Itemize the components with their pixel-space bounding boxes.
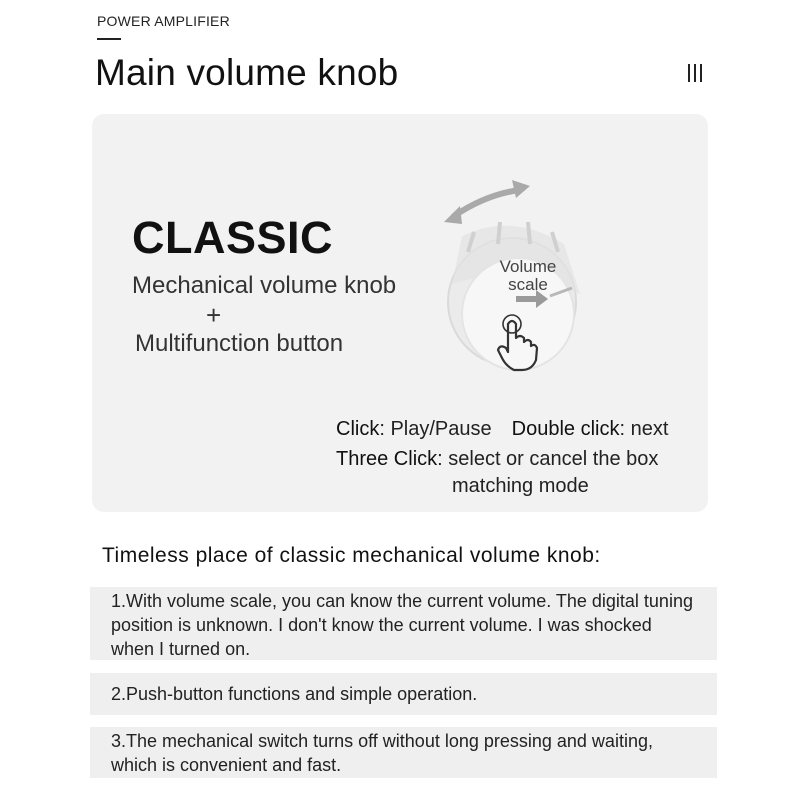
three-click-value-continued: matching mode: [452, 475, 589, 497]
three-click-key: Three Click: [336, 448, 438, 470]
knob-label-scale: scale: [508, 275, 548, 294]
double-click-key: Double click: [511, 418, 620, 440]
knob-body: [448, 222, 580, 370]
hero-heading: CLASSIC: [132, 212, 334, 263]
instruction-row-click: [336, 414, 668, 444]
rotate-arrow-icon: [444, 180, 530, 224]
menu-icon[interactable]: [688, 64, 708, 84]
eyebrow-label: POWER AMPLIFIER: [97, 13, 230, 29]
knob-illustration: [432, 174, 602, 374]
double-click-value: : next: [619, 418, 669, 440]
feature-item: 2.Push-button functions and simple operation.: [90, 673, 717, 715]
eyebrow-rule: [97, 38, 121, 40]
click-key: Click: [336, 418, 380, 440]
three-click-value: : select or cancel the box: [437, 448, 659, 470]
page-title: Main volume knob: [95, 52, 399, 93]
features-title: Timeless place of classic mechanical volume knob:: [102, 544, 601, 567]
feature-item: 3.The mechanical switch turns off without long pressing and waiting, which is convenient and fast.: [90, 727, 717, 778]
feature-item: 1.With volume scale, you can know the current volume. The digital tuning position is unknown. I don't know the current volume. I was shocked when I turned on.: [90, 587, 717, 660]
instruction-row-three-click: [336, 444, 668, 474]
hero-plus: +: [206, 300, 222, 330]
click-value: : Play/Pause: [379, 418, 492, 440]
knob-label-volume: Volume: [499, 257, 557, 276]
instructions: [336, 414, 668, 498]
hero-line-knob: Mechanical volume knob: [132, 272, 397, 299]
hero-panel: [92, 114, 708, 512]
hero-line-button: Multifunction button: [135, 330, 344, 357]
